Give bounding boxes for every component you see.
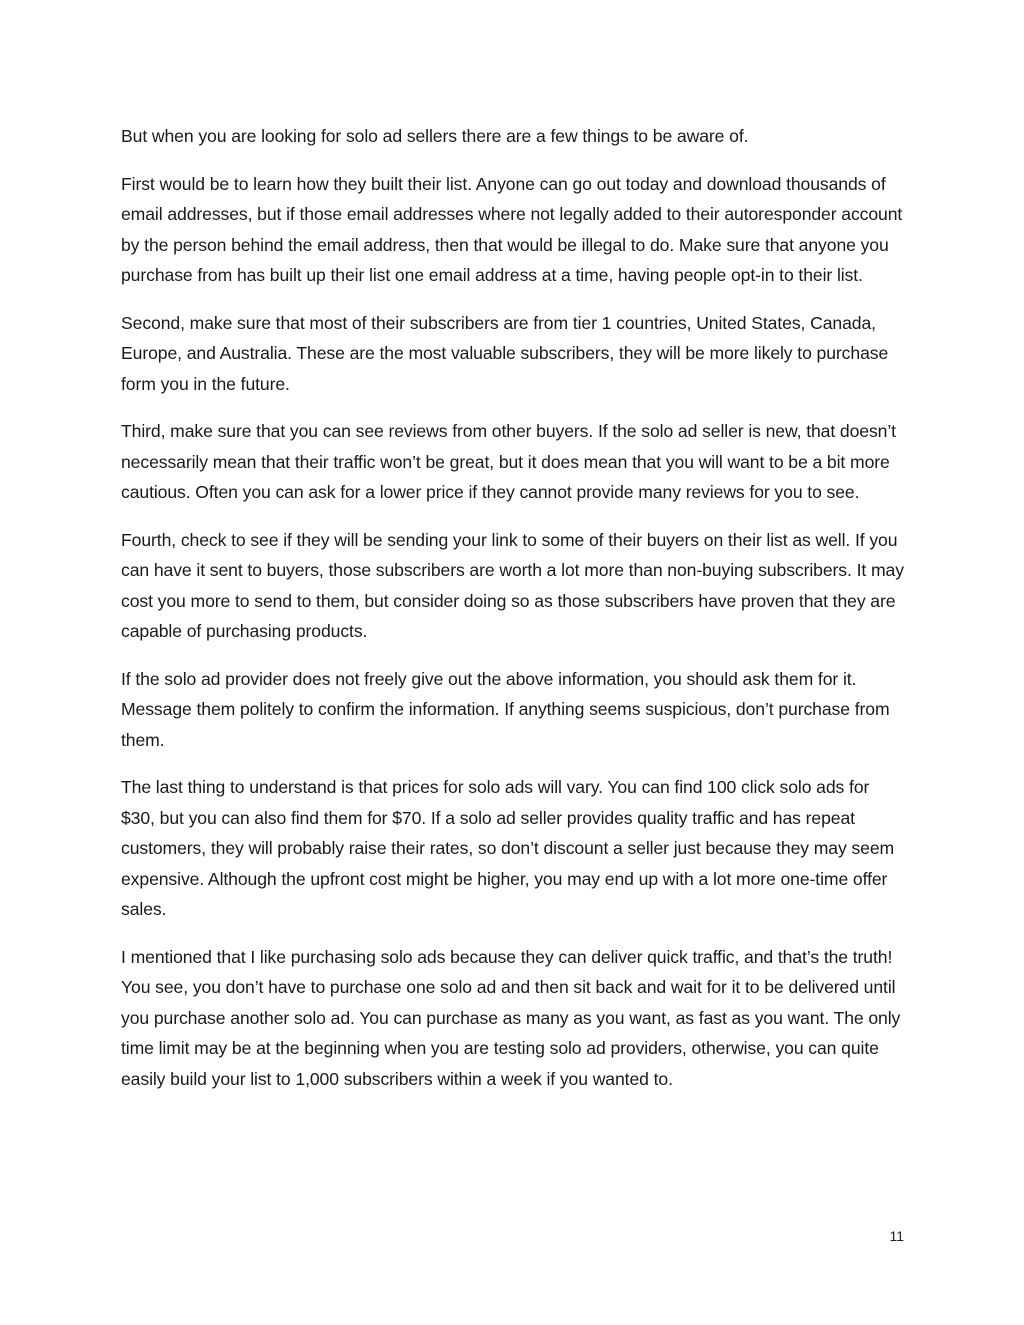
paragraph-provider-info: If the solo ad provider does not freely give out the above information, you should ask them for it. Message them politely to confirm the information. If anything seems suspicious, don’t purchase from them. [121,668,890,750]
paragraph-intro: But when you are looking for solo ad sellers there are a few things to be aware of. [121,126,749,146]
page-number: 11 [889,1228,904,1244]
paragraph-fourth: Fourth, check to see if they will be sending your link to some of their buyers on their list as well. If you can have it sent to buyers, those subscribers are worth a lot more than non-buying subscribers. It may cost you more to send to them, but consider doing so as those subscribers have proven that they are capable of purchasing products. [121,529,904,641]
paragraph-third: Third, make sure that you can see reviews from other buyers. If the solo ad seller is new, that doesn’t necessarily mean that their traffic won’t be great, but it does mean that you will want to be a bit more cautious. Often you can ask for a lower price if they cannot provide many reviews for you to see. [121,421,896,502]
paragraph-pricing: The last thing to understand is that prices for solo ads will vary. You can find 100 click solo ads for $30, but you can also find them for $70. If a solo ad seller provides quality traffic and has repeat customers, they will probably raise their rates, so don’t discount a seller just because they may seem expensive. Although the upfront cost might be higher, you may end up with a lot more one-time offer sales. [121,777,895,919]
paragraph-second: Second, make sure that most of their subscribers are from tier 1 countries, United States, Canada, Europe, and Australia. These are the most valuable subscribers, they will be more likely to purchase form you in the future. [121,312,889,394]
paragraph-quick-traffic: I mentioned that I like purchasing solo ads because they can deliver quick traffic, and that’s the truth! You see, you don’t have to purchase one solo ad and then sit back and wait for it to be delivered until you purchase another solo ad. You can purchase as many as you want, as fast as you want. The only time limit may be at the beginning when you are testing solo ad providers, otherwise, you can quite easily build your list to 1,000 subscribers within a week if you wanted to. [121,946,901,1089]
page-body [121,121,907,1111]
paragraph-first: First would be to learn how they built their list. Anyone can go out today and download thousands of email addresses, but if those email addresses where not legally added to their autoresponder account by the person behind the email address, then that would be illegal to do. Make sure that anyone you purchase from has built up their list one email address at a time, having people opt-in to their list. [121,173,903,285]
